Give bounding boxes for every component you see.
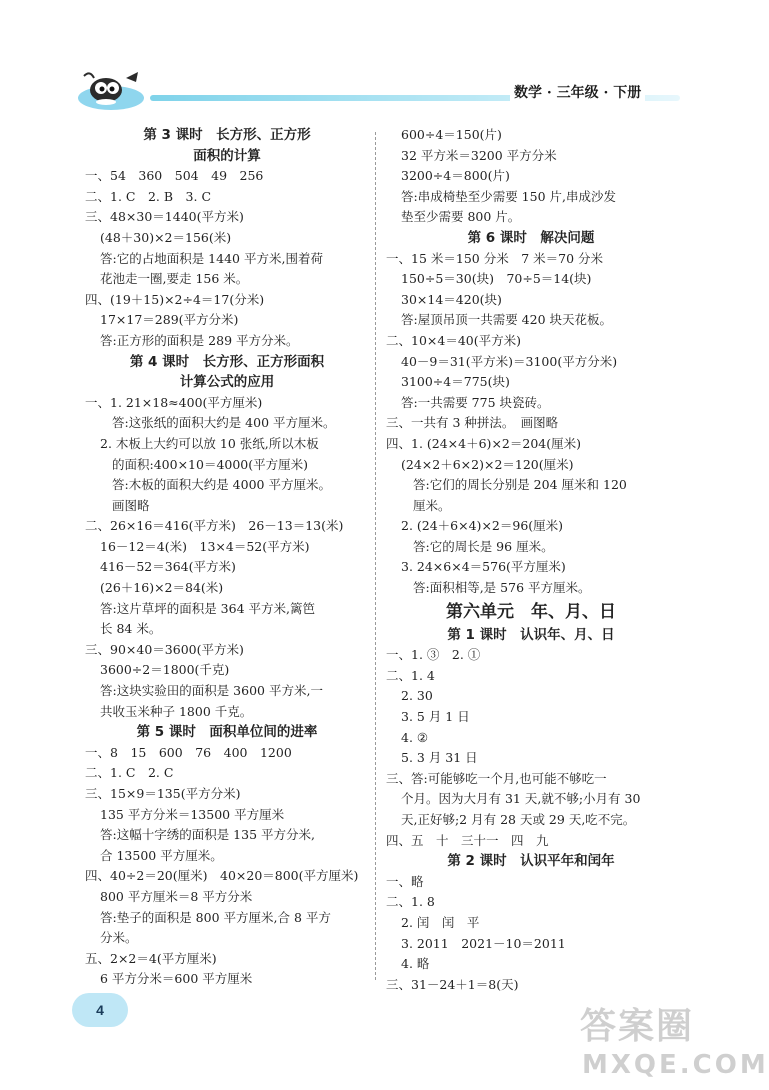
answer-line: 画图略 xyxy=(112,497,150,513)
answer-line: 6 平方分米＝600 平方厘米 xyxy=(100,971,253,987)
cartoon-logo-icon xyxy=(76,68,146,112)
answer-line: 135 平方分米＝13500 平方厘米 xyxy=(100,806,285,822)
answer-line: 二、10×4＝40(平方米) xyxy=(386,332,521,348)
answer-line: 厘米。 xyxy=(413,497,451,513)
answer-line: 的面积:400×10＝4000(平方厘米) xyxy=(112,456,309,472)
answer-line: 四、1. (24×4＋6)×2＝204(厘米) xyxy=(386,435,581,451)
answer-line: 答:木板的面积大约是 4000 平方厘米。 xyxy=(112,477,331,493)
answer-line: 共收玉米种子 1800 千克。 xyxy=(100,703,253,719)
lesson-heading: 第 1 课时 认识年、月、日 xyxy=(447,626,615,643)
answer-line: 三、90×40＝3600(平方米) xyxy=(85,641,244,657)
answer-line: 一、8 15 600 76 400 1200 xyxy=(85,744,292,760)
answer-line: 四、五 十 三十一 四 九 xyxy=(386,832,549,848)
answer-line: 2. 30 xyxy=(401,688,433,704)
answer-line: 答:垫子的面积是 800 平方厘米,合 8 平方 xyxy=(100,909,331,925)
answer-line: 150÷5＝30(块) 70÷5＝14(块) xyxy=(401,271,592,287)
answer-line: 二、1. C 2. B 3. C xyxy=(85,188,212,204)
answer-line: 三、31－24＋1＝8(天) xyxy=(386,976,519,992)
answer-line: 3. 2011 2021－10＝2011 xyxy=(401,935,566,951)
lesson-heading: 第 3 课时 长方形、正方形 xyxy=(143,127,311,143)
answer-line: 天,正好够;2 月有 28 天或 29 天,吃不完。 xyxy=(401,812,636,827)
answer-line: 40－9＝31(平方米)＝3100(平方分米) xyxy=(401,353,618,369)
answer-line: 合 13500 平方厘米。 xyxy=(100,847,223,863)
watermark-text: 答案圈 xyxy=(580,1006,695,1047)
answer-line: 二、26×16＝416(平方米) 26－13＝13(米) xyxy=(85,518,344,534)
answer-line: 答:这张纸的面积大约是 400 平方厘米。 xyxy=(112,415,336,431)
answer-line: 答:它们的周长分别是 204 厘米和 120 xyxy=(413,477,627,493)
lesson-heading: 第 4 课时 长方形、正方形面积 xyxy=(129,353,325,370)
answer-line: 4. ② xyxy=(401,729,429,745)
answer-line: 一、略 xyxy=(386,873,424,889)
answer-line: 答:串成椅垫至少需要 150 片,串成沙发 xyxy=(401,188,616,204)
answer-line: (24×2＋6×2)×2＝120(厘米) xyxy=(401,456,574,472)
lesson-heading: 面积的计算 xyxy=(193,147,261,164)
page-header xyxy=(0,0,750,120)
answer-line: 4. 略 xyxy=(401,956,430,972)
answer-line: 答:面积相等,是 576 平方厘米。 xyxy=(413,580,591,596)
answer-line: 长 84 米。 xyxy=(100,621,162,637)
answer-line: 一、1. 21×18≈400(平方厘米) xyxy=(85,394,263,410)
answer-line: 花池走一圈,要走 156 米。 xyxy=(100,271,249,287)
right-column xyxy=(386,125,676,995)
answer-line: 答:这片草坪的面积是 364 平方米,篱笆 xyxy=(100,600,315,616)
answer-line: 答:正方形的面积是 289 平方分米。 xyxy=(100,332,299,348)
answer-line: 垫至少需要 800 片。 xyxy=(401,209,521,225)
watermark-url: MXQE.COM xyxy=(582,1050,769,1080)
unit-heading: 第六单元 年、月、日 xyxy=(446,601,616,622)
answer-line: 三、一共有 3 种拼法。 画图略 xyxy=(386,415,559,431)
answer-line: 800 平方厘米＝8 平方分米 xyxy=(100,888,253,904)
page-number-badge: 4 xyxy=(72,993,128,1027)
answer-line: 3. 24×6×4＝576(平方厘米) xyxy=(401,559,566,575)
answer-line: 三、15×9＝135(平方分米) xyxy=(85,786,241,801)
answer-line: 答:这块实验田的面积是 3600 平方米,一 xyxy=(100,683,323,699)
answer-line: 5. 3 月 31 日 xyxy=(401,750,478,766)
lesson-heading: 第 5 课时 面积单位间的进率 xyxy=(136,724,318,741)
answer-line: 二、1. C 2. C xyxy=(85,765,174,781)
answer-line: 600÷4＝150(片) xyxy=(401,127,502,142)
answer-line: (26＋16)×2＝84(米) xyxy=(100,580,224,596)
answer-line: 四、40÷2＝20(厘米) 40×20＝800(平方厘米) xyxy=(85,868,359,884)
answer-line: 答:这幅十字绣的面积是 135 平方分米, xyxy=(100,827,315,843)
book-title: 数学 · 三年级 · 下册 xyxy=(510,82,645,102)
answer-line: 2. 闰 闰 平 xyxy=(401,914,480,930)
answer-line: 16－12＝4(米) 13×4＝52(平方米) xyxy=(100,538,310,554)
answer-line: 3. 5 月 1 日 xyxy=(401,709,470,725)
answer-line: (48＋30)×2＝156(米) xyxy=(100,229,232,245)
answer-line: 答:屋顶吊顶一共需要 420 块天花板。 xyxy=(401,312,613,328)
lesson-heading: 第 2 课时 认识平年和闰年 xyxy=(447,853,615,870)
lesson-heading: 第 6 课时 解决问题 xyxy=(467,229,595,246)
answer-line: 三、答:可能够吃一个月,也可能不够吃一 xyxy=(386,770,607,786)
answer-line: 答:它的占地面积是 1440 平方米,围着荷 xyxy=(100,250,323,266)
answer-line: 3200÷4＝800(片) xyxy=(401,168,510,184)
answer-line: 416－52＝364(平方米) xyxy=(100,559,236,575)
answer-line: 二、1. 4 xyxy=(386,667,435,683)
answer-line: 答:一共需要 775 块瓷砖。 xyxy=(401,394,550,410)
answer-line: 分米。 xyxy=(100,930,138,946)
answer-line: 二、1. 8 xyxy=(386,894,435,910)
column-divider xyxy=(375,132,376,980)
answer-line: 一、15 米＝150 分米 7 米＝70 分米 xyxy=(386,250,604,266)
answer-line: 一、54 360 504 49 256 xyxy=(85,168,264,184)
lesson-heading: 计算公式的应用 xyxy=(179,374,275,391)
answer-line: 3600÷2＝1800(千克) xyxy=(100,662,230,678)
answer-line: 一、1. ③ 2. ① xyxy=(386,647,481,663)
answer-line: 3100÷4＝775(块) xyxy=(401,374,510,390)
answer-line: 个月。因为大月有 31 天,就不够;小月有 30 xyxy=(401,791,641,807)
left-column xyxy=(85,125,369,990)
answer-line: 17×17＝289(平方分米) xyxy=(100,312,239,328)
answer-line: 2. (24＋6×4)×2＝96(厘米) xyxy=(401,518,564,534)
answer-line: 32 平方米＝3200 平方分米 xyxy=(401,147,557,163)
answer-line: 四、(19＋15)×2÷4＝17(分米) xyxy=(85,291,265,307)
answer-line: 2. 木板上大约可以放 10 张纸,所以木板 xyxy=(100,435,319,451)
watermark-logo xyxy=(570,998,769,1088)
answer-line: 五、2×2＝4(平方厘米) xyxy=(85,950,217,966)
answer-line: 30×14＝420(块) xyxy=(401,291,502,307)
answer-line: 三、48×30＝1440(平方米) xyxy=(85,209,244,225)
answer-line: 答:它的周长是 96 厘米。 xyxy=(413,538,554,554)
